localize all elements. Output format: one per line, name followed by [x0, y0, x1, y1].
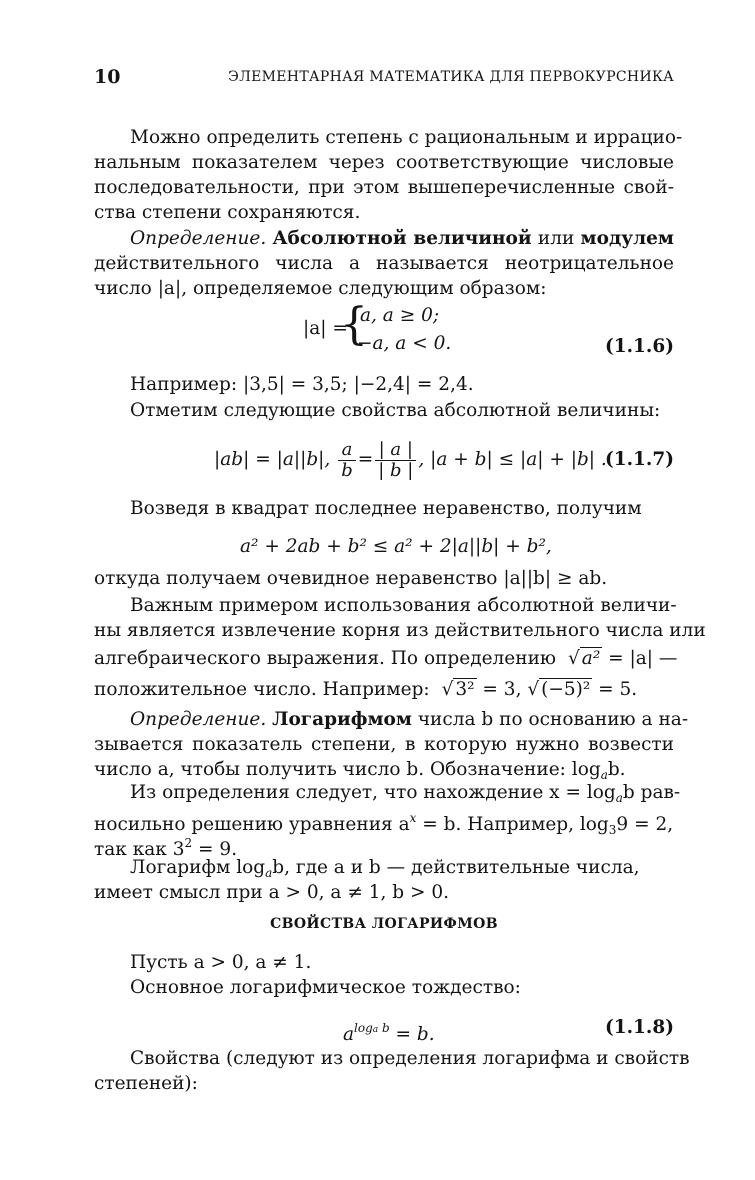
equation-number: (1.1.6) — [604, 336, 674, 357]
text-span: так как 3 — [94, 839, 185, 860]
text-span: = b. Например, log — [416, 814, 609, 835]
radicand: 3² — [455, 679, 475, 700]
denominator: | b | — [378, 459, 414, 481]
text-line: имеет смысл при a > 0, a ≠ 1, b > 0. — [94, 882, 449, 903]
text-line — [94, 677, 674, 703]
text-line — [130, 780, 681, 806]
subscript: a — [600, 768, 608, 782]
text-line: ства степени сохраняются. — [94, 202, 361, 223]
eq-case: a, a ≥ 0; — [360, 305, 440, 326]
fraction — [375, 440, 416, 481]
section-title: СВОЙСТВА ЛОГАРИФМОВ — [270, 916, 498, 932]
text-span: Из определения следует, что нахождение x = log — [130, 782, 616, 803]
text-line — [94, 646, 678, 672]
text-line: ны является извлечение корня из действительного числа или — [94, 620, 706, 641]
radicand: a² — [581, 648, 601, 669]
subscript: a — [372, 1025, 379, 1035]
eq-base: a — [343, 1024, 355, 1045]
text-span: log — [354, 1021, 373, 1035]
text-line — [130, 855, 674, 881]
eq-body — [343, 1015, 435, 1048]
subscript: a — [265, 866, 273, 880]
text-span: = |a| — — [602, 648, 678, 669]
inequality: a² + 2ab + b² ≤ a² + 2|a||b| + b², — [240, 536, 552, 557]
text-span: Логарифм log — [130, 857, 266, 878]
equation-number: (1.1.8) — [604, 1017, 674, 1038]
text-span: положительное число. Например: — [94, 679, 430, 700]
text-line: Свойства (следуют из определения логарифма и свойств — [130, 1048, 690, 1069]
text-line: Отметим следующие свойства абсолютной величины: — [130, 400, 661, 421]
text-line: Пусть a > 0, a ≠ 1. — [130, 952, 312, 973]
text-line: откуда получаем очевидное неравенство |a||b| ≥ ab. — [94, 568, 608, 589]
denominator: b — [341, 459, 353, 481]
root-definition: √ a² = |a| — — [568, 648, 678, 669]
text-span: b, где a и b — действительные числа, — [272, 857, 640, 878]
text-line: Основное логарифмическое тождество: — [130, 977, 521, 998]
page-number: 10 — [94, 66, 121, 88]
term-bold: Абсолютной величиной — [272, 228, 532, 249]
text-line: нальным показателем через соответствующие числовые — [94, 152, 674, 173]
text-line: зывается показатель степени, в которую нужно возвести — [94, 734, 674, 755]
term-bold: модулем — [580, 228, 674, 249]
definition-label: Определение. — [130, 709, 267, 730]
text-span: число a, чтобы получить число b. Обозначение: log — [94, 759, 601, 780]
text-line: последовательности, при этом вышеперечисленные свой- — [94, 177, 674, 198]
definition-label: Определение. — [130, 228, 267, 249]
superscript: 2 — [184, 836, 193, 850]
equation-number: (1.1.7) — [604, 449, 674, 470]
text-line: Важным примером использования абсолютной величи- — [130, 595, 677, 616]
eq-part: , |a + b| ≤ |a| + |b| . — [418, 449, 607, 470]
text-span: числа b по основанию a на- — [417, 709, 689, 730]
text-line — [94, 805, 674, 837]
text-span: или — [537, 228, 575, 249]
eq-rhs: = b. — [389, 1024, 435, 1045]
definition-line — [130, 226, 674, 252]
text-line — [94, 830, 674, 860]
text-span: носильно решению уравнения a — [94, 814, 410, 835]
text-span: 9 = 2, — [616, 814, 674, 835]
text-line: степеней): — [94, 1073, 198, 1094]
radicand: (−5)² — [541, 679, 591, 700]
subscript: 3 — [608, 823, 617, 837]
eq-body: |ab| = |a||b|, $\frac{a}{b}$ = $\frac{| a |}{| b |}$ , |a + b| ≤ |a| + |b| . — [214, 438, 607, 481]
definition-line — [130, 707, 689, 733]
text-line: Например: |3,5| = 3,5; |−2,4| = 2,4. — [130, 374, 474, 395]
term-bold: Логарифмом — [272, 709, 412, 730]
text-line: Возведя в квадрат последнее неравенство, получим — [130, 498, 642, 519]
text-line: Можно определить степень с рациональным и иррацио- — [130, 127, 683, 148]
numerator: a — [338, 440, 356, 461]
eq-part: |ab| = |a||b|, — [214, 449, 331, 470]
text-line: число |a|, определяемое следующим образом: — [94, 278, 547, 299]
text-span: b — [378, 1021, 390, 1035]
brace-icon: { — [340, 299, 368, 350]
text-line: действительного числа a называется неотрицательное — [94, 253, 674, 274]
exponent — [354, 1021, 390, 1035]
superscript: x — [409, 811, 417, 825]
subscript: a — [615, 791, 623, 805]
text-span: = 3, — [476, 679, 522, 700]
text-span: = 5. — [592, 679, 638, 700]
text-span: = 9. — [192, 839, 238, 860]
numerator: | a | — [375, 440, 416, 461]
root-example: √ 3² = 3, √ (−5)² = 5. — [441, 679, 638, 700]
eq-case: −a, a < 0. — [357, 333, 452, 354]
running-title: ЭЛЕМЕНТАРНАЯ МАТЕМАТИКА ДЛЯ ПЕРВОКУРСНИКА — [228, 69, 674, 85]
eq-lhs: |a| = — [303, 318, 348, 339]
text-span: алгебраического выражения. По определению — [94, 648, 557, 669]
text-span: b. — [607, 759, 626, 780]
text-span: b рав- — [622, 782, 681, 803]
page-header — [94, 66, 674, 96]
fraction — [338, 440, 356, 481]
